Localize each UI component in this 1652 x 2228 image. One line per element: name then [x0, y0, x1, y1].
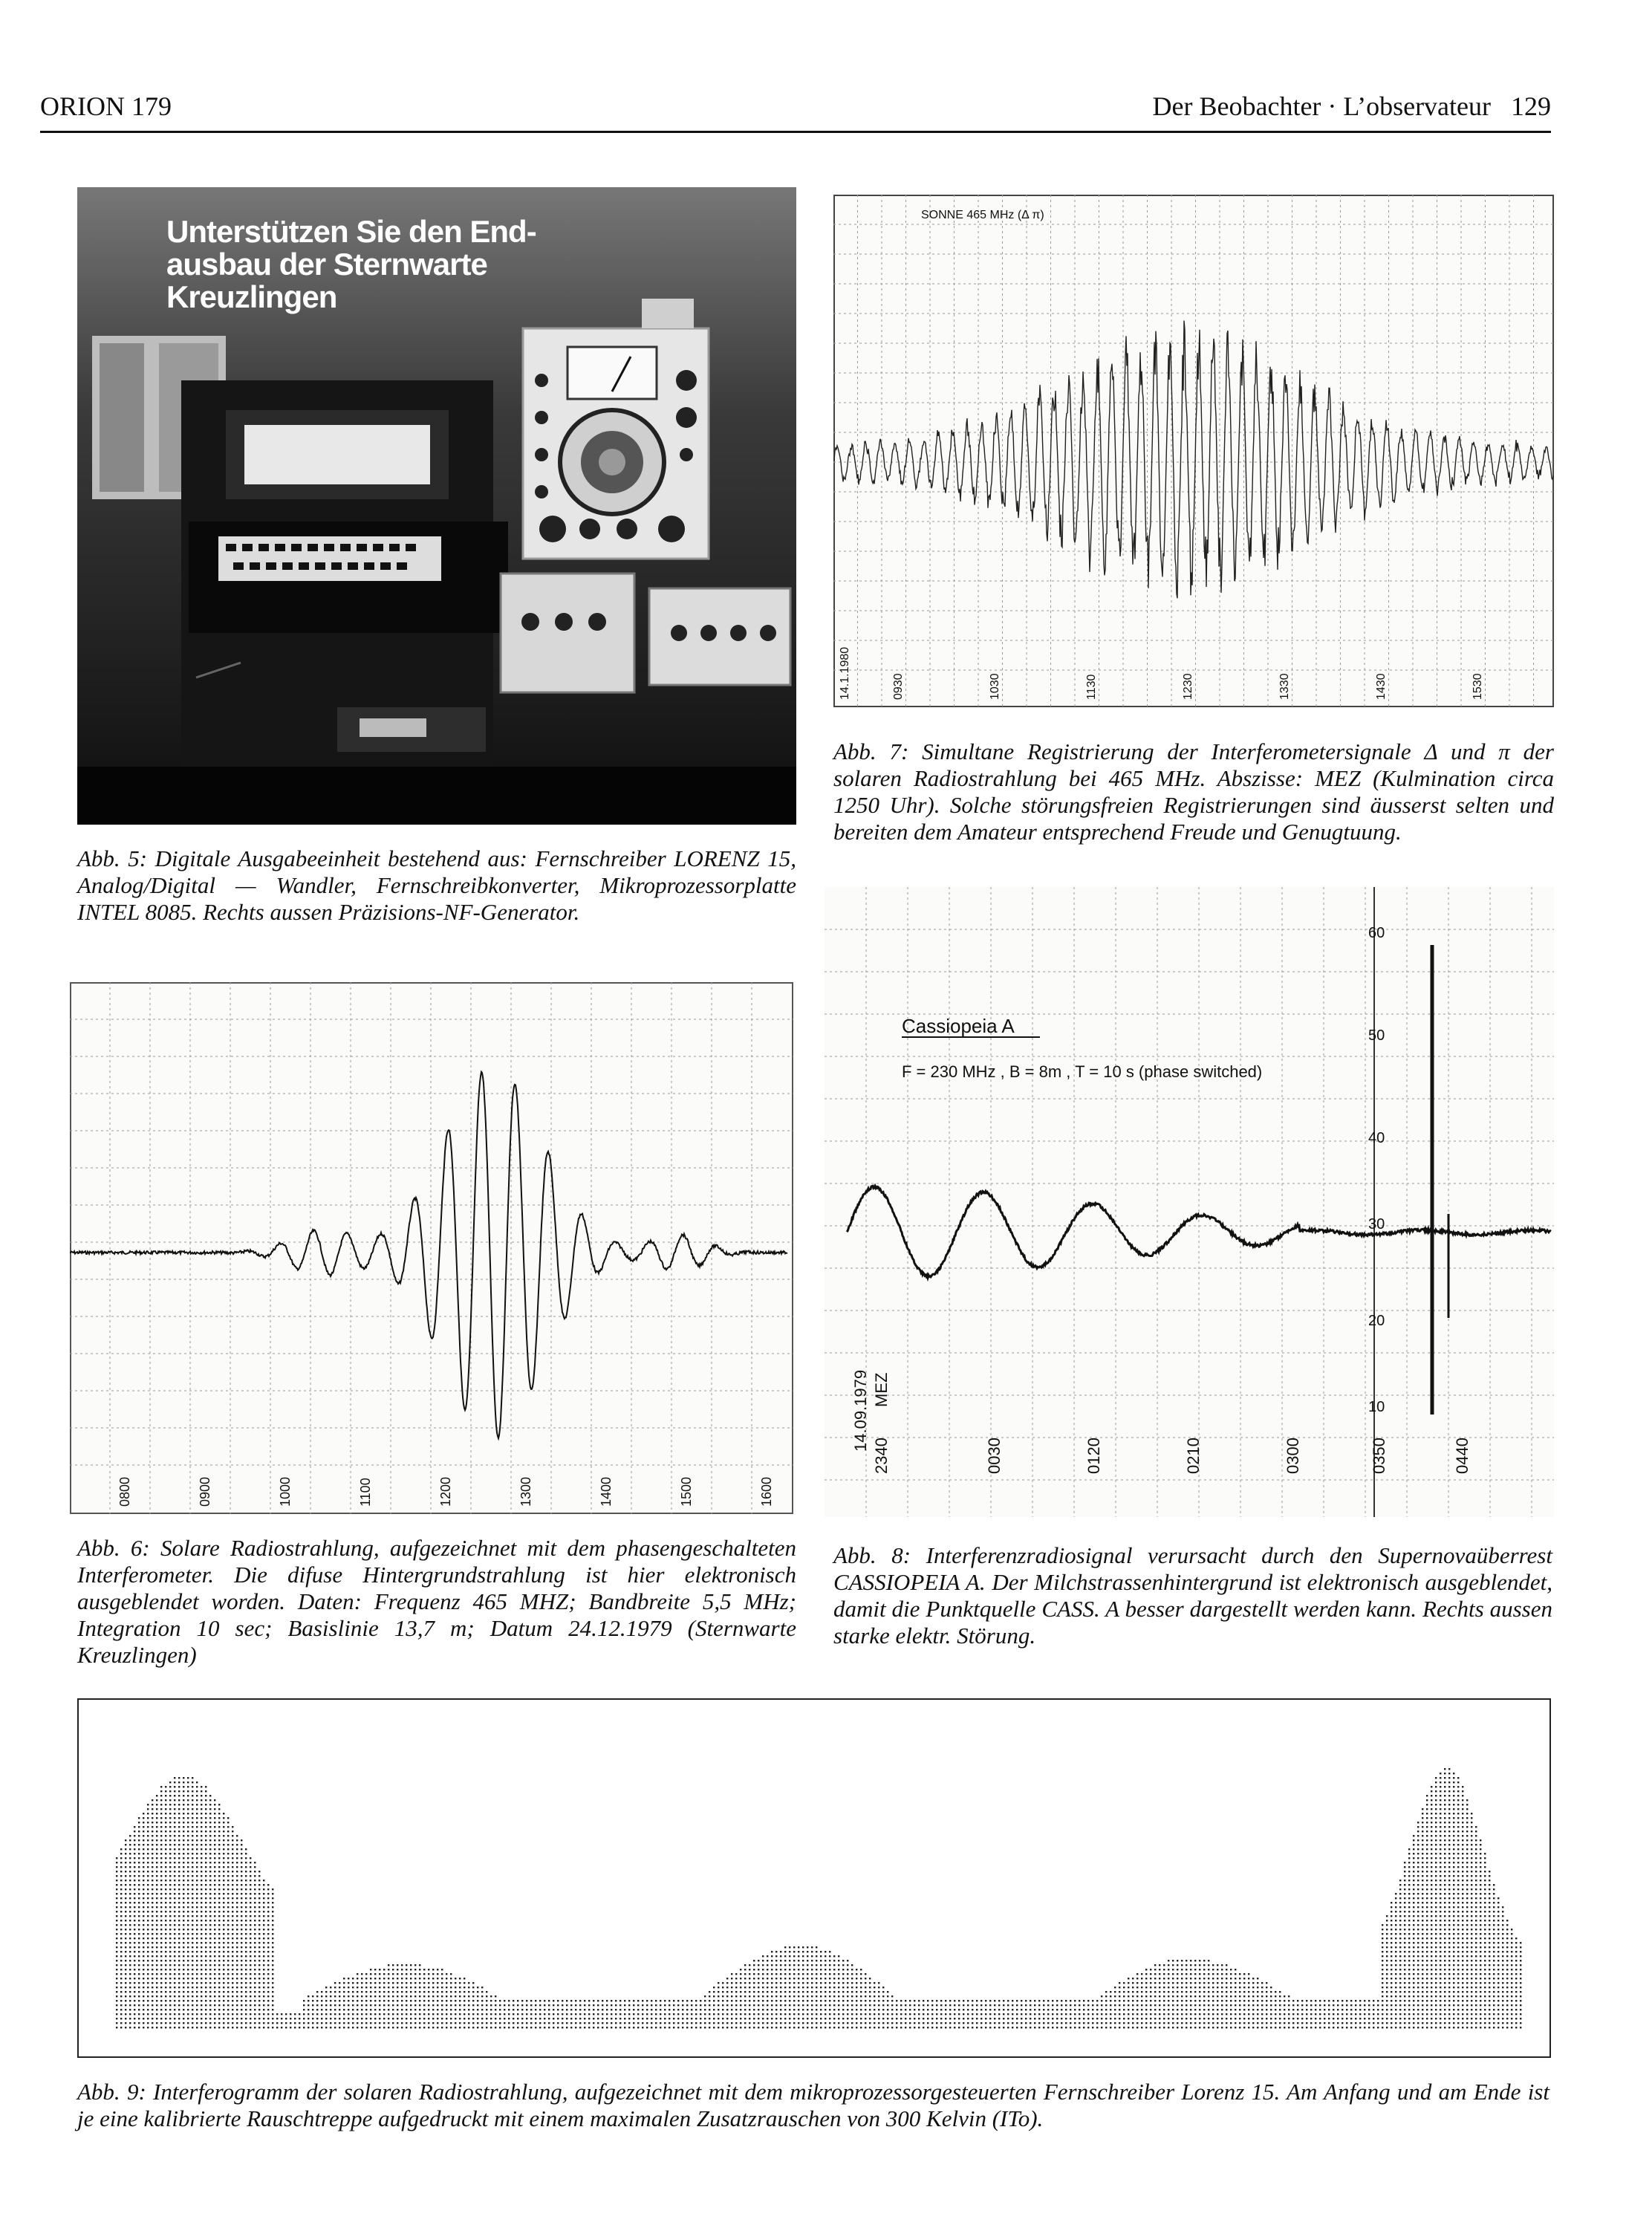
fig7-time-label: 1230 [1182, 673, 1194, 700]
fig7-time-label: 1330 [1278, 673, 1291, 700]
fig8-scale-label: 10 [1368, 1399, 1385, 1415]
fig8-time-label: 0030 [985, 1438, 1004, 1474]
fig9-dot-columns [116, 1768, 1521, 2028]
fig8-time-label: 0300 [1284, 1438, 1302, 1474]
fig7-time-label: 1030 [989, 673, 1001, 700]
fig6-time-label: 1400 [599, 1476, 614, 1507]
journal-name: ORION 179 [40, 91, 172, 121]
page-number: 129 [1511, 91, 1551, 121]
fig7-time-label: 1130 [1085, 674, 1098, 700]
running-head [1153, 91, 1551, 122]
fig8-time-label: 0120 [1084, 1438, 1103, 1474]
fig6-plot [70, 982, 793, 1514]
fig8-scale-label: 20 [1368, 1313, 1385, 1329]
fig6-time-label: 1100 [358, 1478, 373, 1507]
fig7-frame [834, 195, 1553, 707]
fig5-banner [166, 215, 536, 314]
fig6-time-label: 1500 [679, 1476, 694, 1507]
fig8-caption: Abb. 8: Interferenzradiosignal verursacht durch den Supernovaüberrest CASSIOPEIA A. Der Milchstrassenhintergrund ist elektronisch ausgeblendet, damit die Punktquelle CASS. A besser dargestellt werden kann. Rechts aussen starke elektr. Störung. [833, 1542, 1552, 1649]
fig6-time-label: 0800 [117, 1476, 132, 1507]
fig8-scale-label: 60 [1368, 925, 1385, 941]
fig8-scale-label: 30 [1368, 1216, 1385, 1232]
fig8-chart [825, 887, 1554, 1517]
fig6-time-label: 1200 [438, 1476, 453, 1507]
fig8-time-label: 0440 [1453, 1438, 1471, 1474]
fig7-time-label: 1530 [1471, 673, 1484, 700]
fig9-plot [77, 1698, 1551, 2058]
fig6-time-label: 1600 [759, 1476, 774, 1507]
fig5-photo [77, 187, 796, 825]
fig8-grid [825, 887, 1554, 1517]
fig7-chart-label: SONNE 465 MHz (Δ π) [921, 209, 1044, 221]
fig8-time-label: 0350 [1370, 1438, 1388, 1474]
fig7-plot [833, 195, 1554, 707]
fig6-signal-trace [70, 1072, 787, 1438]
fig8-mez-label: MEZ [872, 1372, 891, 1407]
fig8-scale-label: 40 [1368, 1130, 1385, 1146]
fig5-banner-line: Unterstützen Sie den End- [166, 214, 536, 249]
fig6-frame [71, 983, 793, 1513]
fig8-time-label: 2340 [872, 1438, 891, 1474]
fig7-date-label: 14.1.1980 [839, 646, 851, 700]
fig7-time-label: 0930 [892, 673, 905, 700]
fig7-time-label: 1430 [1375, 673, 1388, 700]
fig8-date-label: 14.09.1979 [851, 1369, 870, 1452]
fig6-time-label: 1300 [518, 1476, 533, 1507]
fig7-caption: Abb. 7: Simultane Registrierung der Interferometersignale Δ und π der solaren Radiostrahlung bei 465 MHz. Abszisse: MEZ (Kulmination circa 1250 Uhr). Solche störungsfreien Registrierungen sind äusserst selten und bereiten dem Amateur entsprechend Freude und Genugtuung. [833, 738, 1554, 845]
fig6-time-label: 0900 [198, 1476, 212, 1507]
fig8-plot [825, 887, 1554, 1517]
fig6-time-label: 1000 [278, 1476, 293, 1507]
fig5-banner-line: Kreuzlingen [166, 279, 337, 314]
fig6-grid [70, 982, 793, 1514]
fig8-scale-label: 50 [1368, 1027, 1385, 1044]
fig6-chart [70, 982, 793, 1514]
fig5-caption: Abb. 5: Digitale Ausgabeeinheit bestehend aus: Fernschreiber LORENZ 15, Analog/Digital — Wandler, Fernschreibkonverter, Mikroprozessorplatte INTEL 8085. Rechts aussen Präzisions-NF-Generator. [77, 845, 796, 925]
fig7-signal-trace [833, 321, 1554, 599]
fig8-time-label: 0210 [1184, 1438, 1203, 1474]
fig8-title: Cassiopeia A [902, 1015, 1015, 1037]
fig7-chart [833, 195, 1554, 707]
page-header [40, 88, 1551, 133]
section-title: Der Beobachter · L’observateur [1152, 91, 1491, 121]
fig9-chart [79, 1700, 1549, 2056]
fig9-caption: Abb. 9: Interferogramm der solaren Radiostrahlung, aufgezeichnet mit dem mikroprozessorgesteuerten Fernschreiber Lorenz 15. Am Anfang und am Ende ist je eine kalibrierte Rauschtreppe aufgedruckt mit einem maximalen Zusatzrauschen von 300 Kelvin (ITo). [77, 2079, 1549, 2131]
fig5-banner-line: ausbau der Sternwarte [166, 247, 487, 282]
fig8-params: F = 230 MHz , B = 8m , T = 10 s (phase switched) [902, 1062, 1263, 1081]
fig6-caption: Abb. 6: Solare Radiostrahlung, aufgezeichnet mit dem phasengeschalteten Interferometer. Die difuse Hintergrundstrahlung ist hier elektronisch ausgeblendet worden. Daten: Frequenz 465 MHZ; Bandbreite 5,5 MHz; Integration 10 sec; Basislinie 13,7 m; Datum 24.12.1979 (Sternwarte Kreuzlingen) [77, 1535, 796, 1668]
